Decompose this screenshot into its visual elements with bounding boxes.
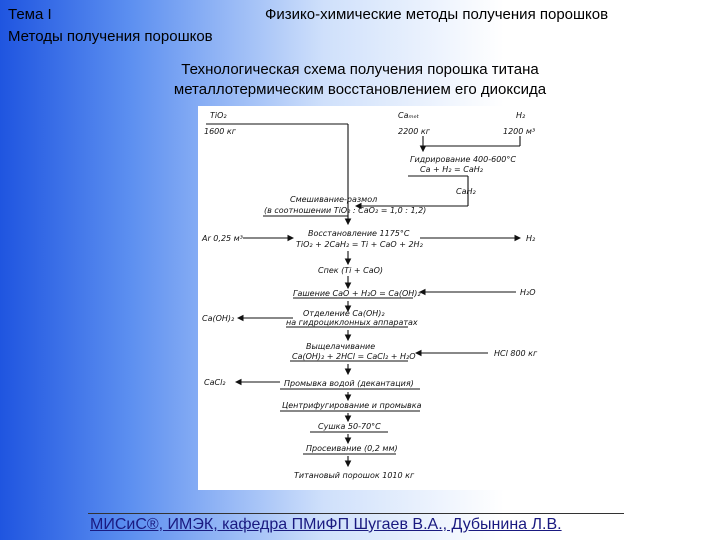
input-tio2-mass: 1600 кг [204,127,236,136]
h2o-input: H₂O [520,288,536,297]
sieving-step: Просеивание (0,2 мм) [306,444,398,453]
hcl-input: HCl 800 кг [494,349,538,358]
topic-label: Тема I [8,6,52,23]
process-flow-diagram [198,106,582,490]
mixing-step: Смешивание-размол [290,195,378,204]
cacl2-output: CaCl₂ [204,378,226,387]
leaching-reaction: Ca(OH)₂ + 2HCl = CaCl₂ + H₂O [292,352,416,361]
footer-credits: МИСиС®, ИМЭК, кафедра ПМиФП Шугаев В.А., Дубынина Л.В. [90,516,562,533]
argon-input: Ar 0,25 м³ [202,234,243,243]
course-title: Физико-химические методы получения порошков [265,6,609,23]
input-h2: H₂ [516,111,526,120]
final-product: Титановый порошок 1010 кг [294,471,415,480]
reduction-reaction: TiO₂ + 2CaH₂ = Ti + CaO + 2H₂ [296,240,423,249]
slide-subtitle [80,60,640,100]
slaking-step: Гашение CaO + H₂O = Ca(OH)₂ [293,289,421,298]
footer-divider [88,513,624,514]
input-tio2: TiO₂ [210,111,227,120]
h2-output: H₂ [526,234,536,243]
separation-equipment: на гидроциклонных аппаратах [286,318,418,327]
input-h2-volume: 1200 м³ [503,127,536,136]
reduction-step: Восстановление 1175°C [308,229,410,238]
input-ca-mass: 2200 кг [398,127,430,136]
caoh2-output: Ca(OH)₂ [202,314,235,323]
hydride-step: Гидрирование 400-600°C [410,155,516,164]
mixing-ratio: (в соотношении TiO₂ : CaO₂ = 1,0 : 1,2) [264,206,427,215]
sinter-product: Спек (Ti + CaO) [318,266,384,275]
section-title: Методы получения порошков [8,28,213,45]
subtitle-line-1: Технологическая схема получения порошка титана [181,61,539,78]
hydride-reaction: Ca + H₂ = CaH₂ [420,165,483,174]
centrifuge-step: Центрифугирование и промывка [282,401,422,410]
drying-step: Сушка 50-70°C [318,422,381,431]
leaching-step: Выщелачивание [306,342,376,351]
subtitle-line-2: металлотермическим восстановлением его диоксида [173,81,547,98]
washing-step: Промывка водой (декантация) [284,379,414,388]
cah2-label: CaH₂ [456,187,476,196]
separation-step: Отделение Ca(OH)₂ [303,309,385,318]
input-ca: Caₘₑₜ [398,111,420,120]
